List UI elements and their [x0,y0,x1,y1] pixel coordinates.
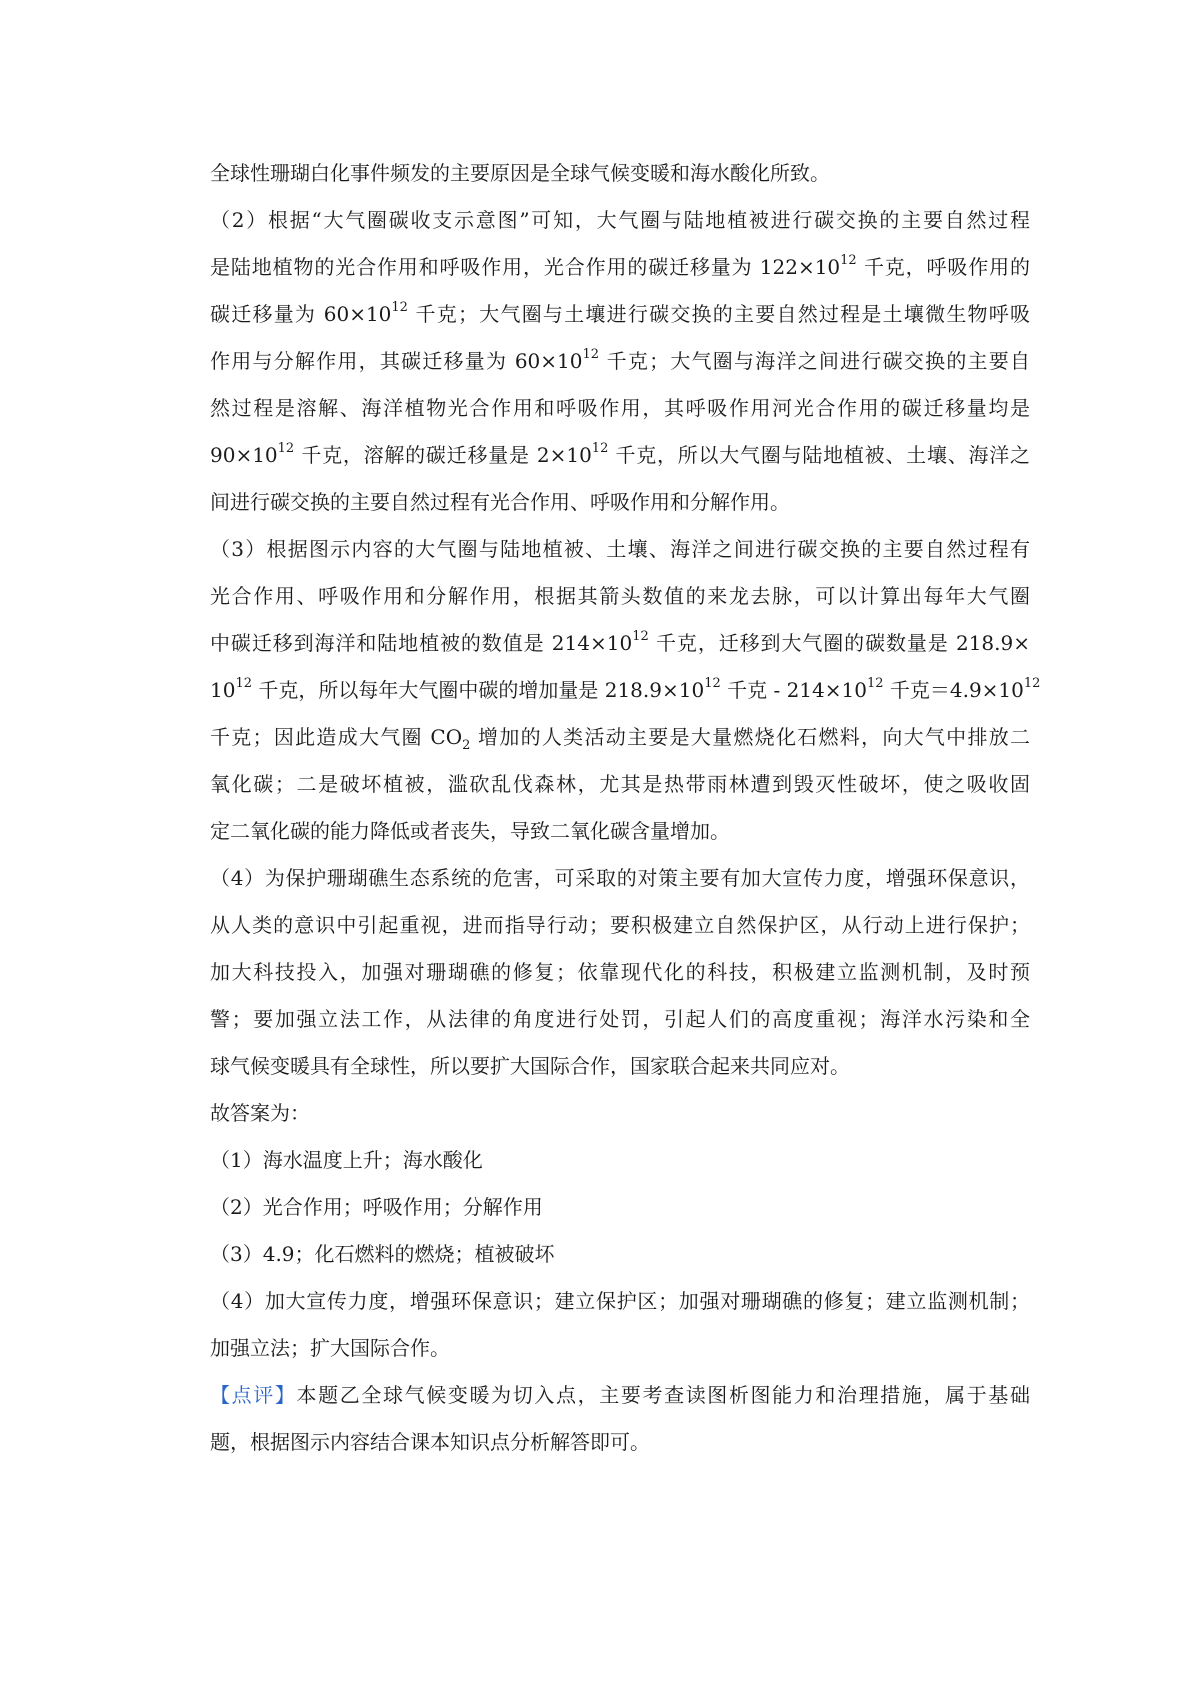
text: 90×10 [210,443,278,467]
paragraph-line [210,244,1030,291]
text: 从人类的意识中引起重视，进而指导行动；要积极建立自然保护区，从行动上进行保护； [210,913,1030,937]
paragraph-line [210,855,1030,902]
paragraph-line [210,1043,1030,1090]
text: （2）光合作用；呼吸作用；分解作用 [210,1195,543,1219]
text: （3）4.9；化石燃料的燃烧；植被破坏 [210,1242,555,1266]
text: 千克＝4.9×10 [889,678,1024,702]
comment-line [210,1372,1030,1419]
comment-line [210,1419,1030,1466]
text: （1）海水温度上升；海水酸化 [210,1148,483,1172]
text: 氧化碳；二是破坏植被，滥砍乱伐森林，尤其是热带雨林遭到毁灭性破坏，使之吸收固 [210,772,1030,796]
text: 加大科技投入，加强对珊瑚礁的修复；依靠现代化的科技，积极建立监测机制，及时预 [210,960,1030,984]
text: 作用与分解作用，其碳迁移量为 60×10 [210,349,583,373]
superscript: 12 [704,676,721,692]
text: 千克；因此造成大气圈 CO [210,725,463,749]
superscript: 12 [582,347,600,363]
paragraph-line [210,479,1030,526]
answer-item [210,1184,1030,1231]
answer-item [210,1278,1030,1325]
superscript: 12 [840,253,857,269]
paragraph-line [210,526,1030,573]
paragraph-line [210,573,1030,620]
text: 故答案为： [210,1101,310,1125]
text: 本题乙全球气候变暖为切入点，主要考查读图析图能力和治理措施，属于基础 [296,1383,1031,1407]
answer-item [210,1325,1030,1372]
superscript: 12 [866,676,884,692]
answer-item [210,1231,1030,1278]
paragraph-line [210,714,1030,761]
subscript: 2 [462,738,471,753]
paragraph-line [210,150,1030,197]
text: 千克，所以每年大气圈中碳的增加量是 218.9×10 [258,678,705,702]
superscript: 12 [632,629,649,645]
paragraph-line [210,949,1030,996]
text: 千克 - 214×10 [727,678,867,702]
comment-label: 【点评】 [210,1383,297,1407]
paragraph-line [210,761,1030,808]
answer-heading [210,1090,1030,1137]
text: （2）根据“大气圈碳收支示意图”可知，大气圈与陆地植被进行碳交换的主要自然过程 [210,208,1030,232]
text: （4）加大宣传力度，增强环保意识；建立保护区；加强对珊瑚礁的修复；建立监测机制； [210,1289,1030,1313]
text: 是陆地植物的光合作用和呼吸作用，光合作用的碳迁移量为 122×10 [210,255,841,279]
text: 碳迁移量为 60×10 [210,302,392,326]
text: 千克，溶解的碳迁移量是 2×10 [301,443,592,467]
text: 题，根据图示内容结合课本知识点分析解答即可。 [210,1430,650,1454]
text: 间进行碳交换的主要自然过程有光合作用、呼吸作用和分解作用。 [210,490,790,514]
superscript: 12 [277,441,295,457]
answer-item [210,1137,1030,1184]
text: 球气候变暖具有全球性，所以要扩大国际合作，国家联合起来共同应对。 [210,1054,850,1078]
text: 光合作用、呼吸作用和分解作用，根据其箭头数值的来龙去脉，可以计算出每年大气圈 [210,584,1030,608]
text: 10 [210,678,236,702]
text: 千克，迁移到大气圈的碳数量是 218.9× [656,631,1030,655]
text: 全球性珊瑚白化事件频发的主要原因是全球气候变暖和海水酸化所致。 [210,161,830,185]
text: 增加的人类活动主要是大量燃烧化石燃料，向大气中排放二 [478,725,1031,749]
text: 警；要加强立法工作，从法律的角度进行处罚，引起人们的高度重视；海洋水污染和全 [210,1007,1030,1031]
document-body [210,150,1041,1466]
superscript: 12 [591,441,609,457]
paragraph-line [210,996,1030,1043]
paragraph-line [210,808,1030,855]
paragraph-line [210,197,1030,244]
text: （3）根据图示内容的大气圈与陆地植被、土壤、海洋之间进行碳交换的主要自然过程有 [210,537,1030,561]
paragraph-line [210,338,1030,385]
text: 中碳迁移到海洋和陆地植被的数值是 214×10 [210,631,633,655]
paragraph-line [210,902,1030,949]
paragraph-line [210,432,1030,479]
text: 然过程是溶解、海洋植物光合作用和呼吸作用，其呼吸作用河光合作用的碳迁移量均是 [210,396,1030,420]
text: 千克，呼吸作用的 [863,255,1031,279]
paragraph-line [210,620,1030,667]
text: 千克；大气圈与海洋之间进行碳交换的主要自 [606,349,1031,373]
superscript: 12 [1023,676,1041,692]
text: （4）为保护珊瑚礁生态系统的危害，可采取的对策主要有加大宣传力度，增强环保意识， [210,866,1030,890]
superscript: 12 [235,676,252,692]
text: 加强立法；扩大国际合作。 [210,1336,450,1360]
text: 千克，所以大气圈与陆地植被、土壤、海洋之 [615,443,1030,467]
paragraph-line [210,291,1030,338]
text: 千克；大气圈与土壤进行碳交换的主要自然过程是土壤微生物呼吸 [415,302,1031,326]
superscript: 12 [391,300,408,316]
paragraph-line [210,385,1030,432]
text: 定二氧化碳的能力降低或者丧失，导致二氧化碳含量增加。 [210,819,730,843]
paragraph-line [210,667,1041,714]
